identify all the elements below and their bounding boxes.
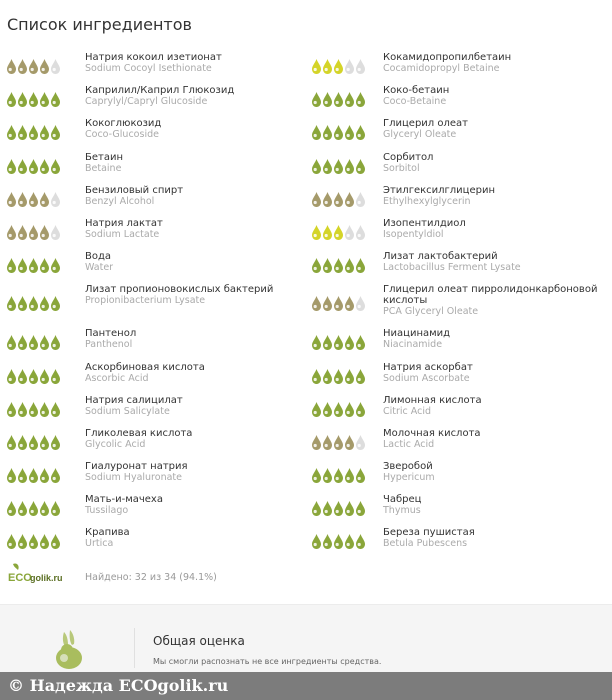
ingredient-names xyxy=(383,527,611,549)
ingredient-name-inci: Betaine xyxy=(85,162,122,174)
safety-rating-icon xyxy=(311,256,367,274)
ingredient-row[interactable] xyxy=(0,393,306,426)
ingredient-names xyxy=(383,395,611,417)
logo-golik-text: golik.ru xyxy=(30,573,63,583)
safety-rating-icon xyxy=(6,333,62,351)
ingredient-row[interactable] xyxy=(0,426,306,459)
safety-rating-icon xyxy=(6,57,62,75)
safety-rating-icon xyxy=(6,400,62,418)
ingredient-name-inci: Citric Acid xyxy=(383,405,432,417)
safety-rating-icon xyxy=(6,367,62,385)
ingredient-row[interactable] xyxy=(0,150,306,183)
ingredient-name-inci: Betula Pubescens xyxy=(383,538,468,550)
ingredient-name-ru[interactable]: Этилгексилглицерин xyxy=(383,184,496,196)
safety-rating-icon xyxy=(311,223,367,241)
ingredient-name-ru[interactable]: Лимонная кислота xyxy=(383,394,482,406)
ingredient-row[interactable] xyxy=(0,116,306,149)
safety-rating-icon xyxy=(311,333,367,351)
page-title: Список ингредиентов xyxy=(7,15,192,34)
safety-rating-icon xyxy=(6,294,62,312)
ingredient-name-ru[interactable]: Мать-и-мачеха xyxy=(85,494,163,506)
ingredient-row[interactable] xyxy=(0,492,306,525)
ingredient-name-ru[interactable]: Чабрец xyxy=(383,494,422,506)
logo-eco-text: ECO xyxy=(8,572,32,584)
ingredient-name-inci: Glycolic Acid xyxy=(85,438,146,450)
ingredient-names xyxy=(85,251,306,273)
ingredient-name-ru[interactable]: Молочная кислота xyxy=(383,427,481,439)
ingredient-name-inci: Lactobacillus Ferment Lysate xyxy=(383,262,521,274)
ingredient-name-inci: Water xyxy=(85,262,114,274)
ingredient-names xyxy=(85,118,306,140)
watermark-text: © Надежда ECOgolik.ru xyxy=(8,676,229,695)
summary-text: Мы смогли распознать не все ингредиенты средства. xyxy=(153,657,382,666)
ingredient-name-ru[interactable]: Кокамидопропилбетаин xyxy=(383,52,512,63)
ingredient-name-ru[interactable]: Каприлил/Каприл Глюкозид xyxy=(85,85,235,97)
ingredient-row[interactable] xyxy=(305,249,611,282)
ingredient-row[interactable] xyxy=(0,216,306,249)
ingredient-row[interactable] xyxy=(0,459,306,492)
ingredient-name-inci: Benzyl Alcohol xyxy=(85,195,155,207)
ingredient-name-ru[interactable]: Сорбитол xyxy=(383,151,434,163)
ingredients-column-left xyxy=(0,50,306,559)
ingredient-names xyxy=(85,494,306,516)
ingredient-name-ru[interactable]: Натрия аскорбат xyxy=(383,361,473,373)
ingredient-name-inci: Ethylhexylglycerin xyxy=(383,195,471,207)
ingredient-row[interactable] xyxy=(305,116,611,149)
ingredient-row[interactable] xyxy=(305,326,611,359)
ingredient-row[interactable] xyxy=(305,83,611,116)
found-count: Найдено: 32 из 34 (94.1%) xyxy=(85,572,217,583)
ingredient-row[interactable] xyxy=(305,216,611,249)
ecogolik-logo[interactable] xyxy=(7,562,75,586)
ingredient-names xyxy=(85,428,306,450)
ingredient-name-inci: Sodium Hyaluronate xyxy=(85,472,182,484)
ingredient-name-ru[interactable]: Коко-бетаин xyxy=(383,85,450,97)
ingredient-name-ru[interactable]: Лизат лактобактерий xyxy=(383,251,498,263)
safety-rating-icon xyxy=(311,90,367,108)
ingredient-name-inci: Glyceryl Oleate xyxy=(383,129,457,141)
ingredient-name-ru[interactable]: Гиалуронат натрия xyxy=(85,461,188,473)
ingredient-name-ru[interactable]: Глицерил олеат пирролидонкарбоновой кислоты xyxy=(383,284,598,307)
ingredient-names xyxy=(383,118,611,140)
summary-divider xyxy=(134,628,135,668)
ingredient-name-ru[interactable]: Зверобой xyxy=(383,461,433,473)
ingredient-names xyxy=(383,152,611,174)
ingredient-name-inci: Caprylyl/Capryl Glucoside xyxy=(85,96,208,108)
ingredient-names xyxy=(383,251,611,273)
ingredient-names xyxy=(383,494,611,516)
safety-rating-icon xyxy=(311,400,367,418)
ingredient-row[interactable] xyxy=(0,525,306,558)
ingredient-names xyxy=(85,284,306,306)
ingredient-names xyxy=(85,185,306,207)
rabbit-icon xyxy=(50,628,86,672)
safety-rating-icon xyxy=(6,223,62,241)
ingredient-name-ru[interactable]: Бетаин xyxy=(85,151,124,163)
ingredient-row[interactable] xyxy=(305,426,611,459)
ingredient-name-ru[interactable]: Глицерил олеат xyxy=(383,118,468,130)
ingredient-name-ru[interactable]: Крапива xyxy=(85,527,130,539)
ingredient-names xyxy=(383,185,611,207)
ingredient-name-inci: Sodium Cocoyl Isethionate xyxy=(85,63,212,74)
ingredient-name-ru[interactable]: Изопентилдиол xyxy=(383,217,466,229)
ingredient-names xyxy=(383,328,611,350)
ingredient-names xyxy=(85,152,306,174)
ingredient-row[interactable] xyxy=(305,393,611,426)
ingredient-name-inci: Ascorbic Acid xyxy=(85,372,149,384)
ingredient-name-ru[interactable]: Пантенол xyxy=(85,328,137,340)
ingredient-name-inci: Coco-Betaine xyxy=(383,96,447,108)
ingredient-row[interactable] xyxy=(305,360,611,393)
ingredient-name-inci: Sodium Ascorbate xyxy=(383,372,470,384)
ingredient-names xyxy=(85,328,306,350)
ingredient-row[interactable] xyxy=(0,83,306,116)
ingredient-names xyxy=(85,395,306,417)
safety-rating-icon xyxy=(311,157,367,175)
ingredient-name-inci: Isopentyldiol xyxy=(383,228,444,240)
ingredient-names xyxy=(85,461,306,483)
safety-rating-icon xyxy=(6,90,62,108)
ingredient-row[interactable] xyxy=(0,50,306,83)
safety-rating-icon xyxy=(311,57,367,75)
ingredient-row[interactable] xyxy=(0,183,306,216)
ingredient-names xyxy=(383,461,611,483)
ingredient-name-inci: Niacinamide xyxy=(383,339,443,351)
ingredient-names xyxy=(383,362,611,384)
safety-rating-icon xyxy=(6,532,62,550)
ingredient-name-inci: Cocamidopropyl Betaine xyxy=(383,63,500,74)
ingredient-row[interactable] xyxy=(305,50,611,83)
ingredient-name-inci: Sodium Salicylate xyxy=(85,405,170,417)
ingredient-row[interactable] xyxy=(305,183,611,216)
ingredient-row[interactable] xyxy=(305,459,611,492)
safety-rating-icon xyxy=(311,466,367,484)
ingredient-name-ru[interactable]: Натрия салицилат xyxy=(85,394,183,406)
safety-rating-icon xyxy=(6,433,62,451)
ingredient-name-inci: Tussilago xyxy=(85,505,129,517)
ingredient-name-ru[interactable]: Натрия лактат xyxy=(85,217,163,229)
safety-rating-icon xyxy=(311,123,367,141)
ingredient-name-ru[interactable]: Лизат пропионовокислых бактерий xyxy=(85,284,274,296)
ingredient-name-inci: Hypericum xyxy=(383,472,435,484)
ingredient-name-inci: Sodium Lactate xyxy=(85,228,160,240)
safety-rating-icon xyxy=(6,157,62,175)
ingredient-names xyxy=(383,52,611,74)
safety-rating-icon xyxy=(311,190,367,208)
ingredient-row[interactable] xyxy=(0,282,306,326)
ingredient-name-inci: Lactic Acid xyxy=(383,438,435,450)
ingredient-names xyxy=(383,284,611,317)
safety-rating-icon xyxy=(311,499,367,517)
ingredient-names xyxy=(85,85,306,107)
ingredient-names xyxy=(85,218,306,240)
safety-rating-icon xyxy=(6,190,62,208)
ingredient-name-inci: Urtica xyxy=(85,538,114,550)
ingredient-name-ru[interactable]: Гликолевая кислота xyxy=(85,427,193,439)
safety-rating-icon xyxy=(6,256,62,274)
ingredient-name-ru[interactable]: Береза пушистая xyxy=(383,527,475,539)
ingredient-name-inci: Sorbitol xyxy=(383,162,420,174)
ingredient-row[interactable] xyxy=(0,326,306,359)
ingredient-names xyxy=(383,85,611,107)
ingredient-name-ru[interactable]: Вода xyxy=(85,251,112,263)
ingredient-row[interactable] xyxy=(305,150,611,183)
ingredient-name-inci: Propionibacterium Lysate xyxy=(85,295,206,307)
ingredient-name-inci: Thymus xyxy=(383,505,421,517)
ingredient-names xyxy=(85,52,306,74)
safety-rating-icon xyxy=(311,294,367,312)
ingredient-row[interactable] xyxy=(0,249,306,282)
ingredient-names xyxy=(85,362,306,384)
ingredient-names xyxy=(85,527,306,549)
safety-rating-icon xyxy=(311,367,367,385)
ingredient-name-ru[interactable]: Ниацинамид xyxy=(383,328,451,340)
ingredient-row[interactable] xyxy=(305,492,611,525)
safety-rating-icon xyxy=(6,123,62,141)
ingredient-names xyxy=(383,218,611,240)
ingredient-name-ru[interactable]: Кокоглюкозид xyxy=(85,118,162,130)
safety-rating-icon xyxy=(311,433,367,451)
ingredient-row[interactable] xyxy=(0,360,306,393)
ingredient-name-inci: Coco-Glucoside xyxy=(85,129,159,141)
ingredient-name-ru[interactable]: Натрия кокоил изетионат xyxy=(85,52,222,63)
ingredient-names xyxy=(383,428,611,450)
ingredients-column-right xyxy=(305,50,611,559)
summary-title: Общая оценка xyxy=(153,634,245,648)
ingredient-name-inci: PCA Glyceryl Oleate xyxy=(383,306,479,318)
safety-rating-icon xyxy=(6,499,62,517)
ingredient-row[interactable] xyxy=(305,525,611,558)
ingredient-row[interactable] xyxy=(305,282,611,326)
ingredient-name-ru[interactable]: Аскорбиновая кислота xyxy=(85,361,205,373)
ingredient-name-inci: Panthenol xyxy=(85,339,133,351)
safety-rating-icon xyxy=(311,532,367,550)
safety-rating-icon xyxy=(6,466,62,484)
ingredient-name-ru[interactable]: Бензиловый спирт xyxy=(85,184,184,196)
